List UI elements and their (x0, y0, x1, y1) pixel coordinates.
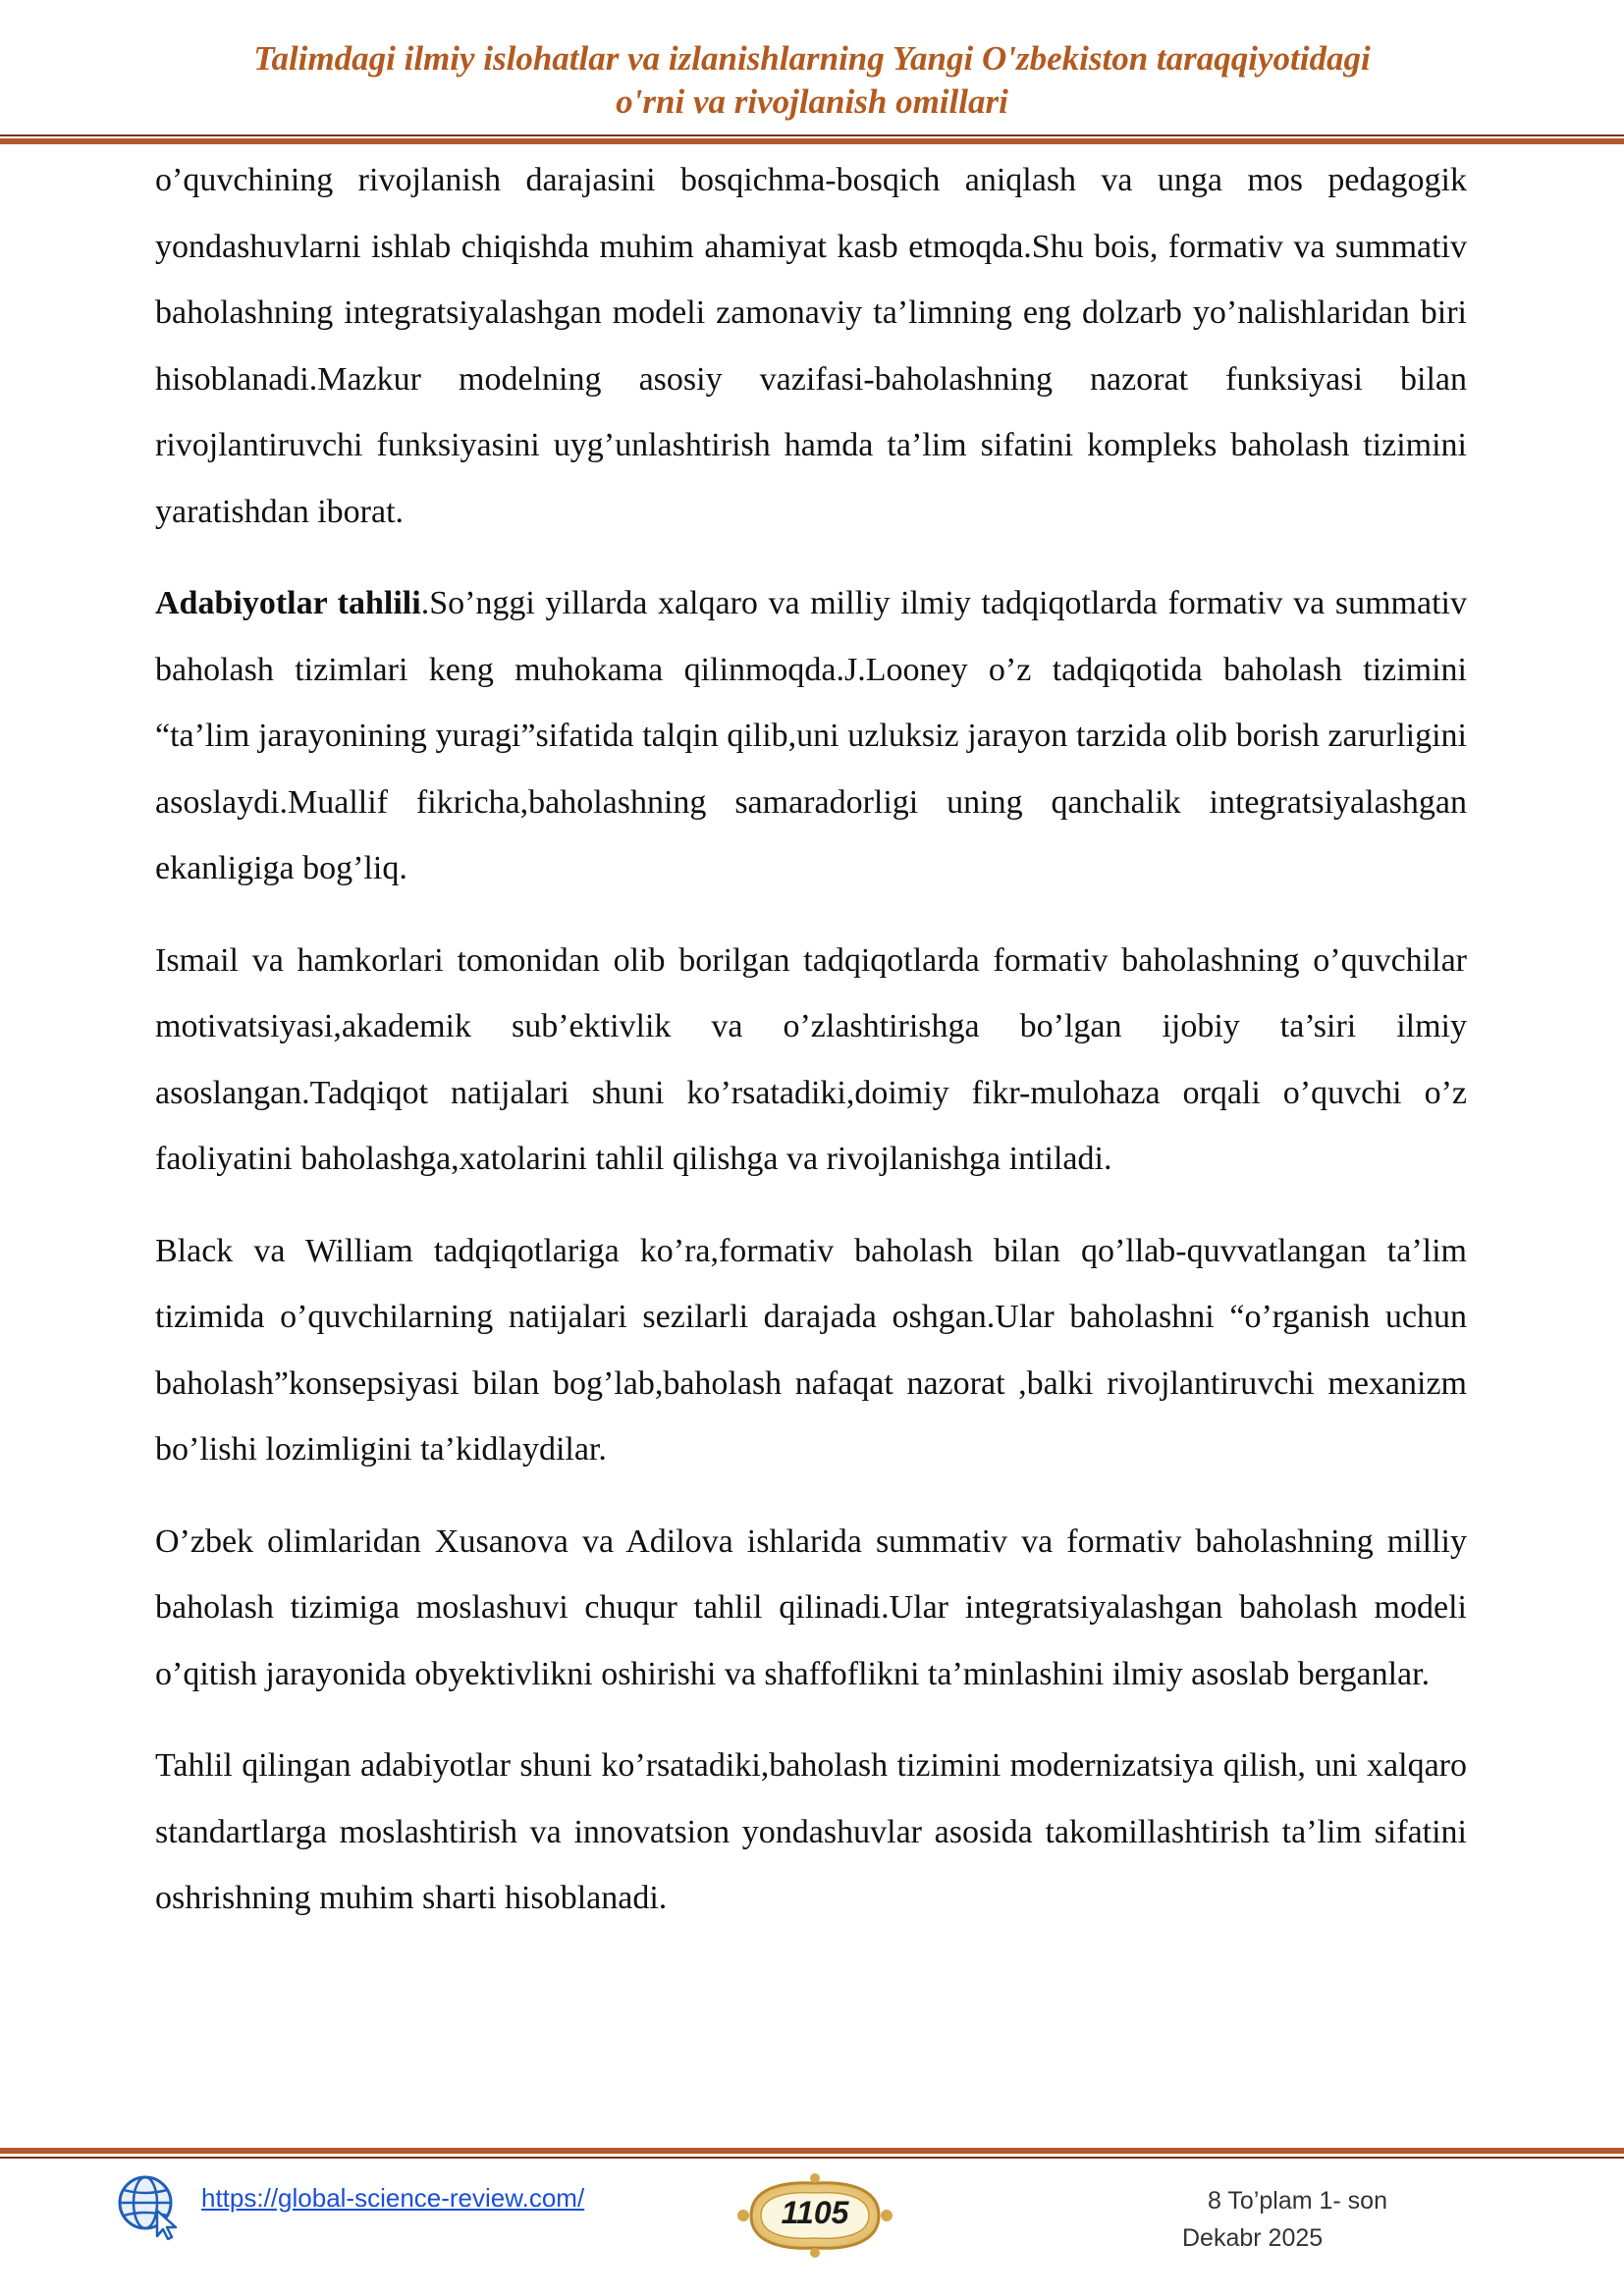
paragraph-literature-review (155, 570, 1467, 902)
header-divider-thin (0, 134, 1624, 136)
page-number: 1105 (781, 2195, 849, 2230)
section-heading: Adabiyotlar tahlili (155, 585, 421, 621)
issue-volume: 8 To’plam 1- son (1208, 2187, 1387, 2215)
issue-date: Dekabr 2025 (1182, 2224, 1324, 2252)
paragraph-5: O’zbek olimlaridan Xusanova va Adilova ishlarida summativ va formativ baholashning milliy baholash tizimiga moslashuvi chuqur tahlil qilinadi.Ular integratsiyalashgan baholash modeli o’qitish jarayonida obyektivlikni oshirishi va shaffoflikni ta’minlashini ilmiy asoslab berganlar. (155, 1522, 1467, 1692)
paragraph-4: Black va William tadqiqotlariga ko’ra,formativ baholash bilan qo’llab-quvvatlangan ta’lim tizimida o’quvchilarning natijalari sezilarli darajada oshgan.Ular baholashni “o’rganish uchun baholash”konsepsiyasi bilan bog’lab,baholash nafaqat nazorat ,balki rivojlantiruvchi mexanizm bo’lishi lozimligini ta’kidlaydilar. (155, 1232, 1467, 1468)
paragraph-2-text: .So’nggi yillarda xalqaro va milliy ilmiy tadqiqotlarda formativ va summativ baholash tizimlari keng muhokama qilinmoqda.J.Looney o’z tadqiqotida baholash tizimini “ta’lim jarayonining yuragi”sifatida talqin qilib,uni uzluksiz jarayon tarzida olib borish zarurligini asoslaydi.Muallif fikricha,baholashning samaradorligi uning qanchalik integratsiyalashgan ekanligiga bog’liq. (155, 585, 1467, 886)
paragraph-1: o’quvchining rivojlanish darajasini bosqichma-bosqich aniqlash va unga mos pedagogik yondashuvlarni ishlab chiqishda muhim ahamiyat kasb etmoqda.Shu bois, formativ va summativ baholashning integratsiyalashgan modeli zamonaviy ta’limning eng dolzarb yo’nalishlaridan biri hisoblanadi.Mazkur modelning asosiy vazifasi-baholashning nazorat funksiyasi bilan rivojlantiruvchi funksiyasini uyg’unlashtirish hamda ta’lim sifatini kompleks baholash tizimini yaratishdan iborat. (155, 162, 1467, 530)
footer-divider-thick (0, 2148, 1624, 2154)
footer-divider-thin (0, 2157, 1624, 2159)
header-divider-thick (0, 138, 1624, 144)
running-header (118, 37, 1506, 124)
article-body (155, 147, 1467, 1957)
header-title-line1: Talimdagi ilmiy islohatlar va izlanishlarning Yangi O'zbekiston taraqqiyotidagi (253, 39, 1371, 78)
paragraph-6: Tahlil qilingan adabiyotlar shuni ko’rsatadiki,baholash tizimini modernizatsiya qilish, uni xalqaro standartlarga moslashtirish va innovatsion yondashuvlar asosida takomillashtirish ta’lim sifatini oshrishning muhim sharti hisoblanadi. (155, 1747, 1467, 1916)
journal-website-link[interactable]: https://global-science-review.com/ (201, 2183, 585, 2213)
paragraph-3: Ismail va hamkorlari tomonidan olib borilgan tadqiqotlarda formativ baholashning o’quvchilar motivatsiyasi,akademik sub’ektivlik va o’zlashtirishga bo’lgan ijobiy ta’siri ilmiy asoslangan.Tadqiqot natijalari shuni ko’rsatadiki,doimiy fikr-mulohaza orqali o’quvchi o’z faoliyatini baholashga,xatolarini tahlil qilishga va rivojlanishga intiladi. (155, 941, 1467, 1177)
globe-cursor-icon (114, 2171, 185, 2242)
header-title-line2: o'rni va rivojlanish omillari (616, 82, 1008, 121)
